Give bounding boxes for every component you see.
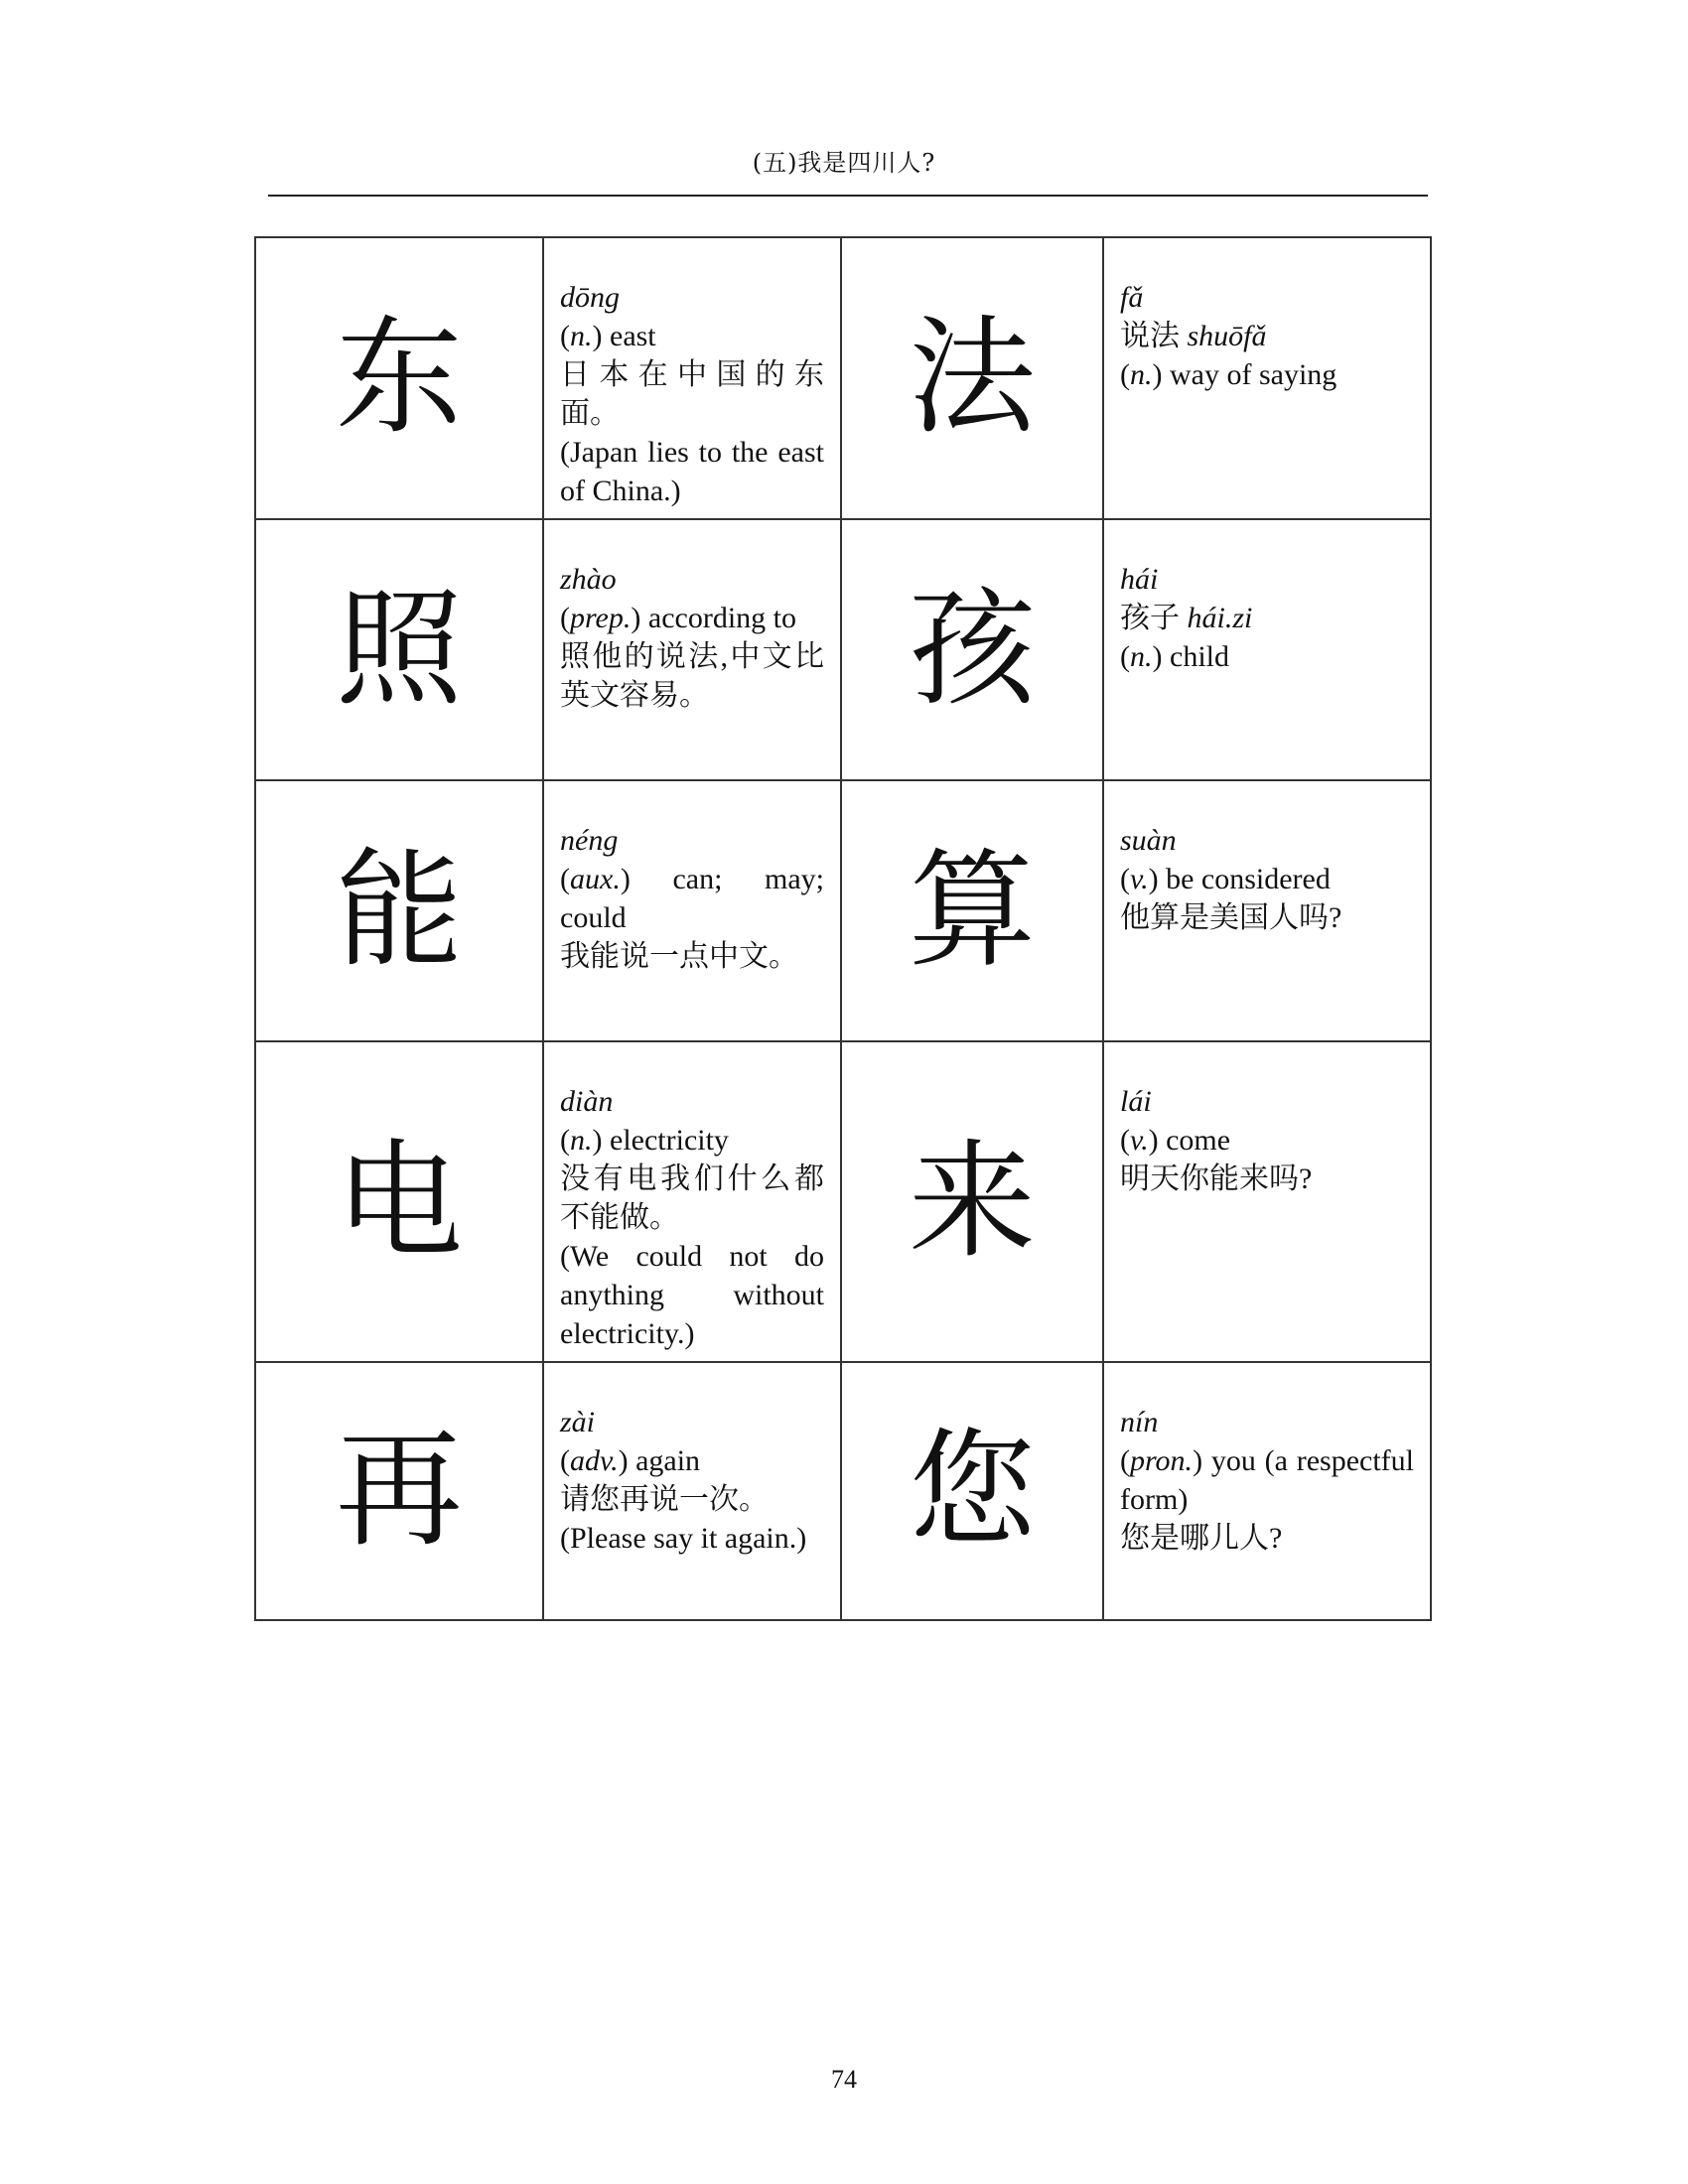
example-english: (We could not do anything without electricity.) bbox=[560, 1240, 824, 1350]
gloss: according to bbox=[647, 602, 796, 634]
character-cell: 算 bbox=[841, 780, 1103, 1041]
definition: (aux.) can; may; could bbox=[560, 863, 824, 934]
character-cell: 孩 bbox=[841, 519, 1103, 780]
entry-cell bbox=[543, 1041, 841, 1362]
part-of-speech: aux. bbox=[570, 863, 621, 895]
pinyin: néng bbox=[560, 824, 619, 857]
definition: (n.) child bbox=[1120, 640, 1229, 673]
pinyin: dōng bbox=[560, 281, 620, 314]
definition: (n.) electricity bbox=[560, 1124, 729, 1157]
example-chinese: 他算是美国人吗? bbox=[1120, 901, 1342, 934]
part-of-speech: n. bbox=[570, 320, 593, 352]
example-chinese: 请您再说一次。 bbox=[560, 1483, 769, 1516]
gloss: electricity bbox=[610, 1124, 729, 1157]
example-chinese: 明天你能来吗? bbox=[1120, 1162, 1313, 1195]
pinyin: nín bbox=[1120, 1406, 1159, 1438]
example-chinese: 您是哪儿人? bbox=[1120, 1522, 1283, 1555]
part-of-speech: v. bbox=[1130, 863, 1149, 895]
part-of-speech: pron. bbox=[1130, 1444, 1194, 1477]
entry-cell bbox=[543, 1362, 841, 1620]
gloss: again bbox=[635, 1444, 701, 1477]
example-english: (Japan lies to the east of China.) bbox=[560, 436, 824, 507]
character-cell: 您 bbox=[841, 1362, 1103, 1620]
gloss: you (a respectful form) bbox=[1120, 1444, 1414, 1516]
entry-cell bbox=[1103, 780, 1431, 1041]
example-chinese: 我能说一点中文。 bbox=[560, 940, 798, 973]
gloss: way of saying bbox=[1170, 358, 1337, 391]
example-english: (Please say it again.) bbox=[560, 1522, 807, 1555]
part-of-speech: v. bbox=[1130, 1124, 1149, 1157]
character-cell: 照 bbox=[255, 519, 543, 780]
compound-pinyin: hái.zi bbox=[1187, 602, 1253, 634]
character-table bbox=[254, 236, 1432, 1621]
character-cell: 东 bbox=[255, 237, 543, 519]
definition: (n.) east bbox=[560, 320, 656, 352]
entry-cell bbox=[1103, 1041, 1431, 1362]
definition: (n.) way of saying bbox=[1120, 358, 1337, 391]
gloss: child bbox=[1170, 640, 1229, 673]
definition: (v.) be considered bbox=[1120, 863, 1331, 895]
gloss: east bbox=[610, 320, 656, 352]
character-cell: 法 bbox=[841, 237, 1103, 519]
entry-cell bbox=[543, 237, 841, 519]
gloss: be considered bbox=[1166, 863, 1331, 895]
page-number: 74 bbox=[831, 2065, 857, 2094]
part-of-speech: adv. bbox=[570, 1444, 619, 1477]
pinyin: fǎ bbox=[1120, 281, 1144, 314]
compound bbox=[1120, 599, 1414, 637]
pinyin: zài bbox=[560, 1406, 596, 1438]
character-cell: 来 bbox=[841, 1041, 1103, 1362]
gloss: come bbox=[1166, 1124, 1231, 1157]
definition: (pron.) you (a respectful form) bbox=[1120, 1444, 1414, 1516]
entry-cell bbox=[543, 519, 841, 780]
part-of-speech: n. bbox=[1130, 640, 1153, 673]
entry-cell bbox=[543, 780, 841, 1041]
definition: (adv.) again bbox=[560, 1444, 701, 1477]
character-cell: 电 bbox=[255, 1041, 543, 1362]
part-of-speech: n. bbox=[1130, 358, 1153, 391]
entry-cell bbox=[1103, 1362, 1431, 1620]
pinyin: zhào bbox=[560, 563, 617, 596]
part-of-speech: prep. bbox=[570, 602, 632, 634]
pinyin: diàn bbox=[560, 1085, 614, 1118]
table-row bbox=[255, 780, 1431, 1041]
table-row bbox=[255, 1041, 1431, 1362]
example-chinese: 日本在中国的东面。 bbox=[560, 358, 824, 430]
page-header: (五)我是四川人? bbox=[752, 149, 936, 177]
example-chinese: 照他的说法,中文比英文容易。 bbox=[560, 640, 824, 712]
header-rule bbox=[268, 195, 1428, 197]
character-cell: 能 bbox=[255, 780, 543, 1041]
pinyin: hái bbox=[1120, 563, 1159, 596]
compound bbox=[1120, 317, 1414, 355]
entry-cell bbox=[1103, 237, 1431, 519]
pinyin: suàn bbox=[1120, 824, 1177, 857]
compound-chinese: 说法 bbox=[1120, 320, 1180, 352]
entry-cell bbox=[1103, 519, 1431, 780]
pinyin: lái bbox=[1120, 1085, 1152, 1118]
example-chinese: 没有电我们什么都不能做。 bbox=[560, 1162, 824, 1234]
character-cell: 再 bbox=[255, 1362, 543, 1620]
table-row bbox=[255, 1362, 1431, 1620]
part-of-speech: n. bbox=[570, 1124, 593, 1157]
table-row bbox=[255, 237, 1431, 519]
compound-chinese: 孩子 bbox=[1120, 602, 1180, 634]
table-row bbox=[255, 519, 1431, 780]
compound-pinyin: shuōfǎ bbox=[1187, 320, 1267, 352]
definition: (prep.) according to bbox=[560, 602, 796, 634]
gloss: can; may; could bbox=[560, 863, 824, 934]
definition: (v.) come bbox=[1120, 1124, 1231, 1157]
